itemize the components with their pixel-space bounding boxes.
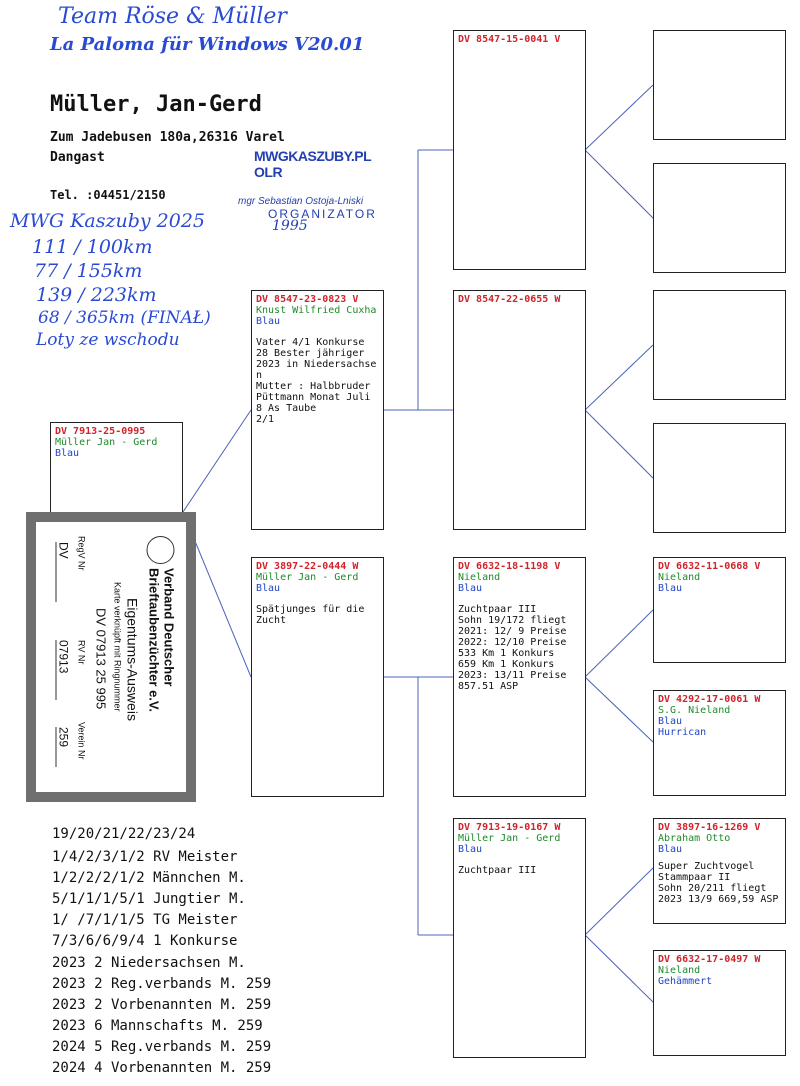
pigeon-mf[interactable] [453, 557, 586, 797]
handwritten-line: 139 / 223km [36, 284, 157, 306]
handwritten-title: MWG Kaszuby 2025 [10, 210, 206, 232]
handwritten-line: Loty ze wschodu [36, 330, 180, 350]
result-line: 1/4/2/3/1/2 RV Meister [52, 849, 238, 865]
stamp-club: MWGKASZUBY.PL OLR [254, 148, 371, 180]
card-verein: 259 [56, 727, 71, 767]
breeder-address: Zum Jadebusen 180a,26316 Varel [50, 130, 285, 145]
ownership-card [26, 512, 196, 802]
breeder: Abraham Otto [658, 833, 731, 844]
pigeon-mfm[interactable] [653, 690, 786, 796]
card-rv: 07913 [56, 640, 71, 700]
software-line: La Paloma für Windows V20.01 [50, 34, 365, 55]
ring-number: DV 6632-17-0497 W [658, 954, 761, 965]
pigeon-color: Blau [458, 583, 483, 594]
breeder: Müller Jan - Gerd [55, 437, 158, 448]
pigeon-note: Vater 4/1 Konkurse 28 Bester jähriger 2023 in Niedersachse n Mutter : Halbbruder Püttmann Monat Juli 8 As Taube 2/1 [256, 337, 377, 425]
breeder: Nieland [658, 572, 701, 583]
result-line: 2023 2 Vorbenannten M. 259 [52, 997, 272, 1013]
result-line: 2024 4 Vorbenannten M. 259 [52, 1060, 272, 1076]
breeder: Müller Jan - Gerd [458, 833, 561, 844]
ring-number: DV 8547-23-0823 V [256, 294, 359, 305]
ring-number: DV 8547-22-0655 W [458, 294, 561, 305]
stamp-number: 1995 [272, 218, 308, 234]
pigeon-note: Super Zuchtvogel Stammpaar II Sohn 20/211 fliegt 2023 13/9 669,59 ASP [658, 861, 779, 905]
pigeon-fm[interactable] [453, 290, 586, 530]
ring-number: DV 6632-11-0668 V [658, 561, 761, 572]
pigeon-fmf[interactable] [653, 290, 786, 400]
result-line: 2023 2 Niedersachsen M. [52, 955, 246, 971]
handwritten-notes [10, 210, 211, 350]
pigeon-mmm[interactable] [653, 950, 786, 1056]
card-title: Eigentums-Ausweis [124, 598, 141, 721]
ring-number: DV 4292-17-0061 W [658, 694, 761, 705]
result-line: 7/3/6/6/9/4 1 Konkurse [52, 933, 238, 949]
pigeon-color: Blau [658, 583, 683, 594]
card-subtitle: Karte verknüpft mit Ringnummer [112, 582, 123, 712]
ring-number: DV 6632-18-1198 V [458, 561, 561, 572]
breeder: Müller Jan - Gerd [256, 572, 359, 583]
card-regv-label: RegV Nr [76, 536, 87, 571]
pigeon-color: Gehämmert [658, 976, 713, 987]
card-dv: DV [56, 542, 71, 602]
pigeon-color: Blau [658, 844, 683, 855]
team-line: Team Röse & Müller [58, 4, 287, 29]
pigeon-note: Spätjunges für die Zucht [256, 604, 365, 626]
pigeon-color: Blau [256, 583, 281, 594]
pigeon-mff[interactable] [653, 557, 786, 663]
result-line: 2023 6 Mannschafts M. 259 [52, 1018, 263, 1034]
card-rv-label: RV Nr [76, 640, 87, 665]
ring-number: DV 7913-25-0995 [55, 426, 146, 437]
card-org-1: Verband Deutscher [161, 568, 177, 687]
pigeon-ffm[interactable] [653, 163, 786, 273]
breeder: Nieland [458, 572, 501, 583]
ring-number: DV 8547-15-0041 V [458, 34, 561, 45]
stamp-person: mgr Sebastian Ostoja-Lniski [238, 196, 364, 207]
handwritten-line: 111 / 100km [32, 236, 153, 258]
ring-number: DV 3897-16-1269 V [658, 822, 761, 833]
pigeon-father[interactable] [251, 290, 384, 530]
ring-number: DV 3897-22-0444 W [256, 561, 359, 572]
card-verein-label: Verein Nr [76, 722, 87, 760]
pigeon-mother[interactable] [251, 557, 384, 797]
pigeon-mmf[interactable] [653, 818, 786, 924]
breeder-phone: Tel. :04451/2150 [50, 188, 166, 202]
pigeon-note: Zuchtpaar III Sohn 19/172 fliegt 2021: 12/ 9 Preise 2022: 12/10 Preise 533 Km 1 Konkurs 659 Km 1 Konkurs 2023: 13/11 Preise 857.51 ASP [458, 604, 567, 692]
handwritten-line: 68 / 365km (FINAŁ) [38, 308, 211, 328]
ring-number: DV 7913-19-0167 W [458, 822, 561, 833]
pigeon-note: Zuchtpaar III [458, 865, 537, 876]
result-line: 2024 5 Reg.verbands M. 259 [52, 1039, 272, 1055]
pigeon-color: Blau [55, 448, 80, 459]
result-line: 5/1/1/1/5/1 Jungtier M. [52, 891, 246, 907]
emblem-icon [147, 536, 175, 564]
breeder: Knust Wilfried Cuxha [256, 305, 377, 316]
stamp-role: ORGANIZATOR [268, 207, 377, 221]
breeder-city: Dangast [50, 150, 105, 165]
result-line: 19/20/21/22/23/24 [52, 826, 196, 842]
pigeon-color: Blau [458, 844, 483, 855]
card-org-2: Brieftaubenzüchter e.V. [146, 568, 162, 713]
pigeon-ff[interactable] [453, 30, 586, 270]
result-line: 1/2/2/2/1/2 Männchen M. [52, 870, 246, 886]
organizer-stamp [238, 148, 398, 234]
pigeon-color: Blau Hurrican [658, 716, 707, 738]
pigeon-mm[interactable] [453, 818, 586, 1058]
breeder: S.G. Nieland [658, 705, 731, 716]
breeder: Nieland [658, 965, 701, 976]
handwritten-line: 77 / 155km [34, 260, 143, 282]
result-line: 2023 2 Reg.verbands M. 259 [52, 976, 272, 992]
pigeon-color: Blau [256, 316, 281, 327]
pigeon-fff[interactable] [653, 30, 786, 140]
card-ring: DV 07913 25 995 [93, 608, 109, 710]
ownership-card-content [44, 532, 179, 782]
breeder-name: Müller, Jan-Gerd [50, 92, 262, 117]
result-line: 1/ /7/1/1/5 TG Meister [52, 912, 238, 928]
pigeon-fmm[interactable] [653, 423, 786, 533]
